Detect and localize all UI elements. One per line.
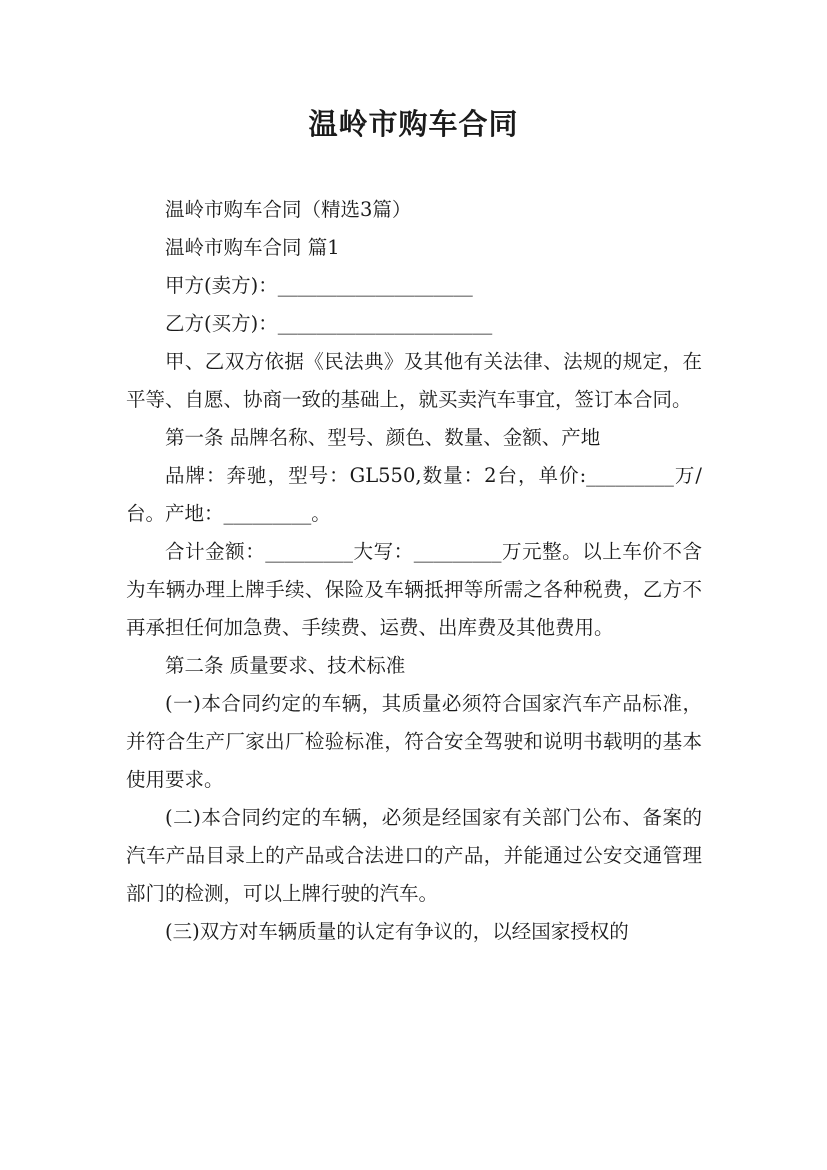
- paragraph-total-amount: 合计金额：_________大写：_________万元整。以上车价不含为车辆办理上牌手续、保险及车辆抵押等所需之各种税费，乙方不再承担任何加急费、手续费、运费、出库费及其他费用。: [126, 540, 702, 639]
- paragraph-quality-3: (三)双方对车辆质量的认定有争议的，以经国家授权的: [165, 920, 629, 943]
- paragraph-quality-2: (二)本合同约定的车辆，必须是经国家有关部门公布、备案的汽车产品目录上的产品或合法进口的产品，并能通过公安交通管理部门的检测，可以上牌行驶的汽车。: [126, 806, 702, 905]
- document-body: [126, 191, 702, 951]
- paragraph-preamble: 甲、乙双方依据《民法典》及其他有关法律、法规的规定，在平等、自愿、协商一致的基础上，就买卖汽车事宜，签订本合同。: [126, 350, 702, 411]
- document-title: 温岭市购车合同: [308, 107, 519, 141]
- paragraph-brand-info: 品牌：奔驰，型号：GL550,数量：2台，单价:_________万/台。产地：_________。: [126, 464, 702, 525]
- paragraph-article-2: 第二条 质量要求、技术标准: [165, 654, 406, 677]
- paragraph-article-1: 第一条 品牌名称、型号、颜色、数量、金额、产地: [165, 426, 601, 449]
- paragraph-party-b: 乙方(买方)：______________________: [165, 312, 493, 335]
- paragraph-section-heading: 温岭市购车合同 篇1: [165, 236, 340, 259]
- paragraph-subtitle: 温岭市购车合同（精选3篇）: [165, 198, 412, 221]
- paragraph-quality-1: (一)本合同约定的车辆，其质量必须符合国家汽车产品标准，并符合生产厂家出厂检验标准，符合安全驾驶和说明书载明的基本使用要求。: [126, 692, 702, 791]
- paragraph-party-a: 甲方(卖方)：____________________: [165, 274, 473, 297]
